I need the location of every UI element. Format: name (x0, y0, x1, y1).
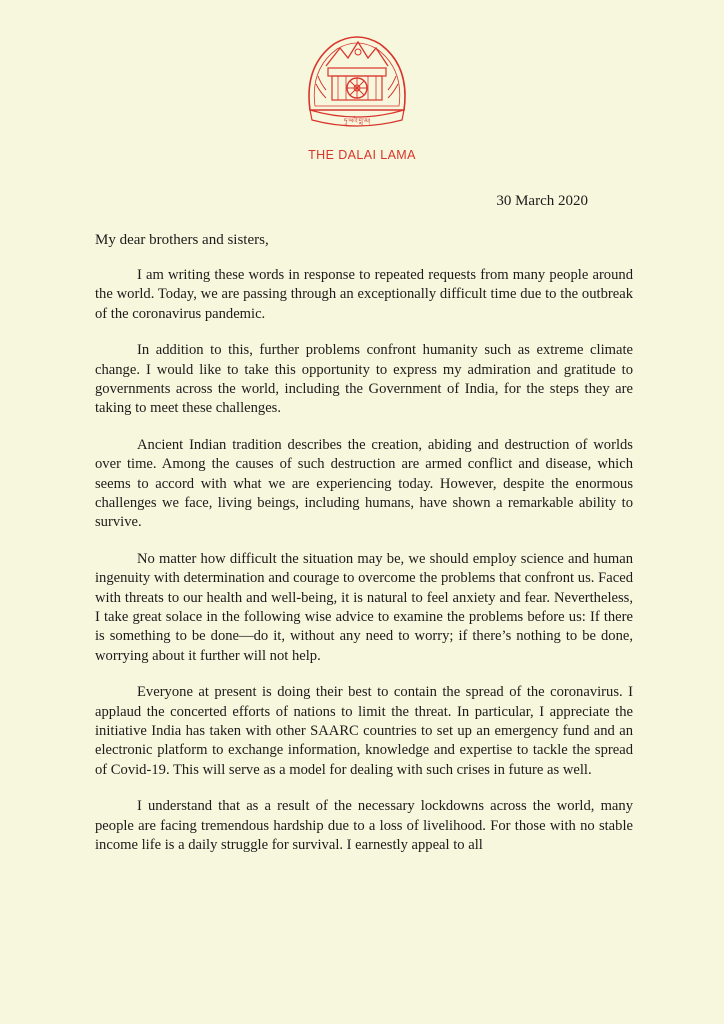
dalai-lama-seal-logo (302, 26, 412, 136)
letterhead-title: THE DALAI LAMA (308, 148, 416, 162)
paragraph-1: I am writing these words in response to repeated requests from many people around the world. Today, we are passing through an exceptionally difficult time due to the outbreak of the coronavirus pandemic. (95, 267, 633, 322)
paragraph-4: No matter how difficult the situation may be, we should employ science and human ingenuity with determination and courage to overcome the problems that confront us. Faced with threats to our health and well-being, it is natural to feel anxiety and fear. Nevertheless, I take great solace in the following wise advice to examine the problems before us: If there is something to be done—do it, without any need to worry; if there’s nothing to be done, worrying about it further will not help. (95, 551, 633, 664)
paragraph-3: Ancient Indian tradition describes the creation, abiding and destruction of worlds over time. Among the causes of such destruction are armed conflict and disease, which seems to accord with what we are experiencing today. However, despite the enormous challenges we face, living beings, including humans, have shown a remarkable ability to survive. (95, 437, 633, 531)
salutation: My dear brothers and sisters, (95, 232, 269, 248)
letter-body (95, 266, 633, 873)
letter-date: 30 March 2020 (496, 193, 588, 209)
paragraph-5: Everyone at present is doing their best to contain the spread of the coronavirus. I applaud the concerted efforts of nations to limit the threat. In particular, I appreciate the initiative India has taken with other SAARC countries to set up an emergency fund and an electronic platform to exchange information, knowledge and expertise to tackle the spread of Covid-19. This will serve as a model for dealing with such crises in future as well. (95, 684, 633, 778)
paragraph-6: I understand that as a result of the necessary lockdowns across the world, many people are facing tremendous hardship due to a loss of livelihood. For those with no stable income life is a daily struggle for survival. I earnestly appeal to all (95, 798, 633, 853)
seal-inscription: ཏཱ་ལའི་བླ་མ། (343, 117, 371, 125)
paragraph-2: In addition to this, further problems confront humanity such as extreme climate change. I would like to take this opportunity to express my admiration and gratitude to governments across the world, including the Government of India, for the steps they are taking to meet these challenges. (95, 342, 633, 417)
